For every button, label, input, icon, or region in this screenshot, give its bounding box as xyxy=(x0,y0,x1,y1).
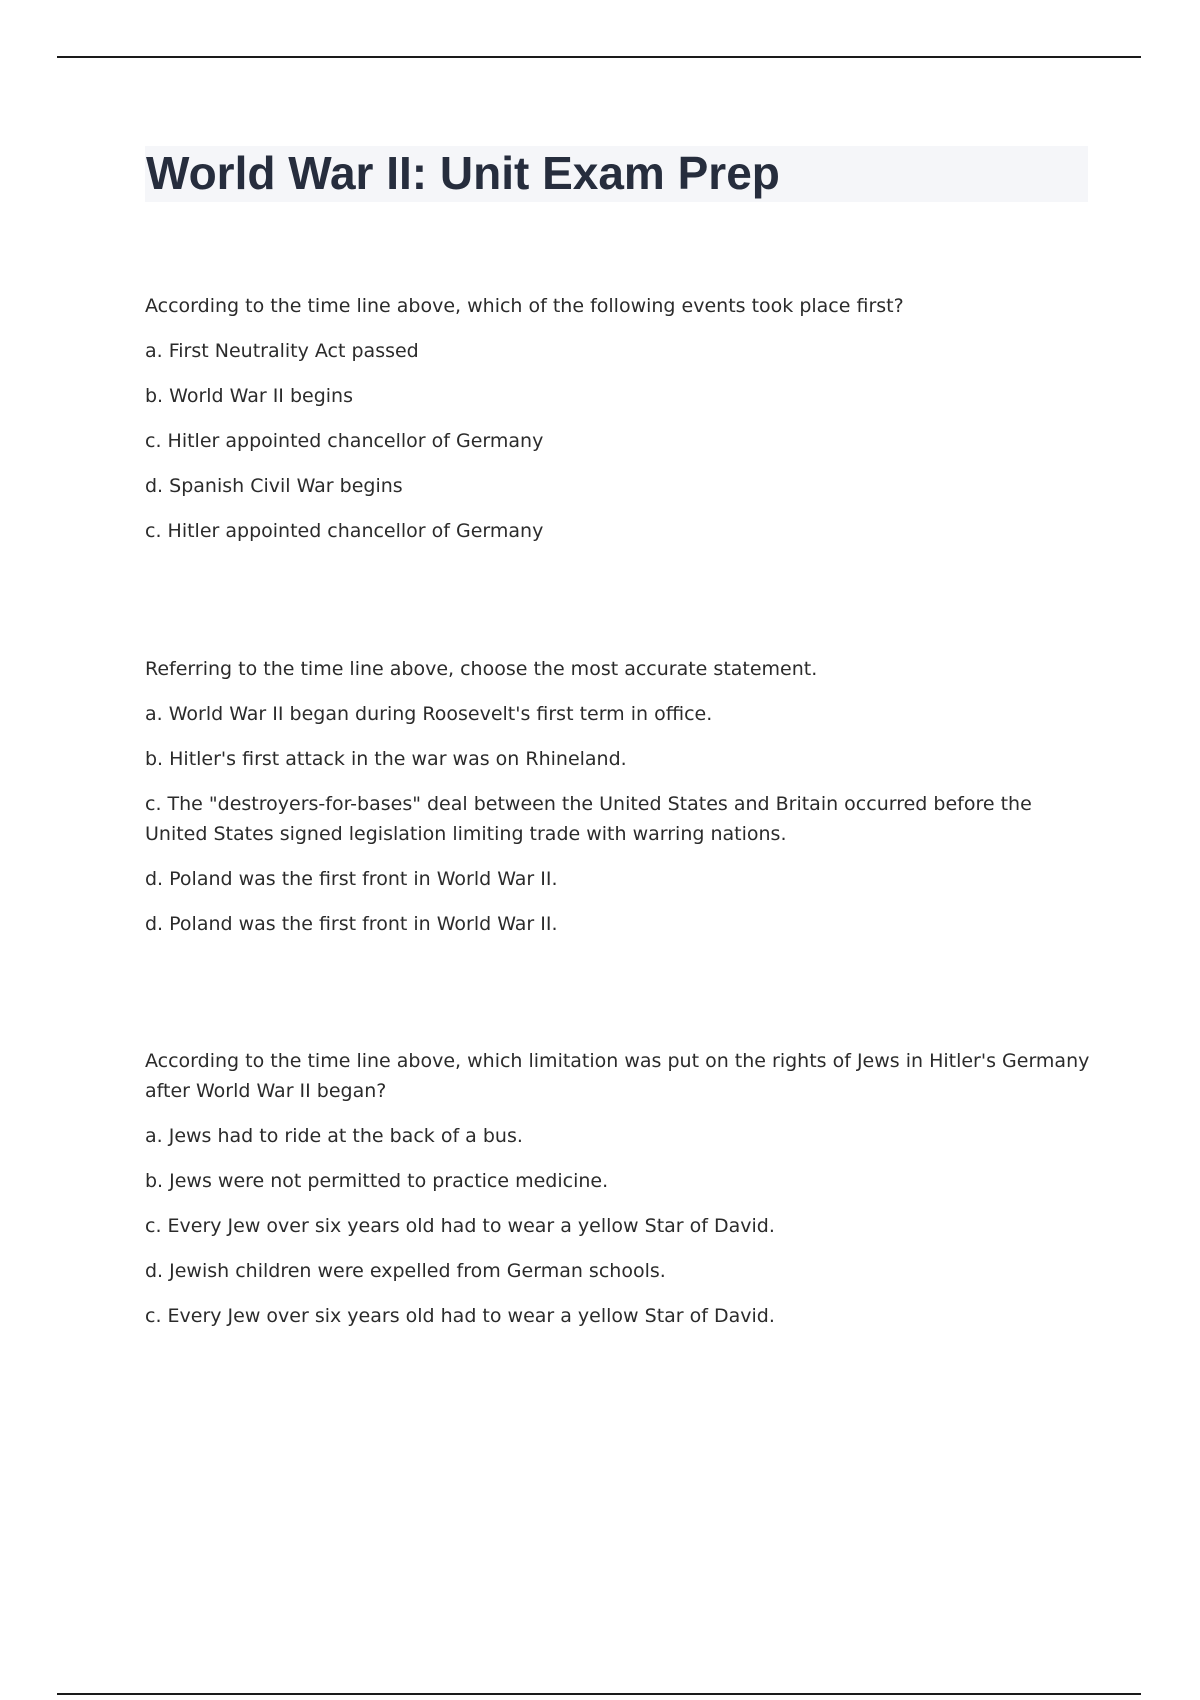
top-divider xyxy=(57,56,1141,58)
correct-answer: d. Poland was the first front in World War II. xyxy=(145,913,558,935)
question-stem: Referring to the time line above, choose the most accurate statement. xyxy=(145,658,818,680)
correct-answer: c. Hitler appointed chancellor of Germany xyxy=(145,520,544,542)
answer-option-c: c. Hitler appointed chancellor of Germany xyxy=(145,430,544,452)
answer-option-d: d. Spanish Civil War begins xyxy=(145,475,403,497)
answer-option-a: a. First Neutrality Act passed xyxy=(145,340,419,362)
answer-option-d: d. Poland was the first front in World War II. xyxy=(145,868,558,890)
question-stem: According to the time line above, which of the following events took place first? xyxy=(145,295,904,317)
question-1 xyxy=(145,291,1095,561)
bottom-divider xyxy=(57,1693,1141,1695)
answer-option-d: d. Jewish children were expelled from German schools. xyxy=(145,1260,666,1282)
question-3 xyxy=(145,1046,1095,1346)
question-stem: According to the time line above, which limitation was put on the rights of Jews in Hitler's Germany after World War II began? xyxy=(145,1050,1090,1102)
answer-option-c: c. Every Jew over six years old had to wear a yellow Star of David. xyxy=(145,1215,775,1237)
page-title: World War II: Unit Exam Prep xyxy=(146,147,780,199)
answer-option-b: b. World War II begins xyxy=(145,385,353,407)
question-2 xyxy=(145,654,1095,954)
answer-option-b: b. Jews were not permitted to practice medicine. xyxy=(145,1170,609,1192)
answer-option-c: c. The "destroyers-for-bases" deal between the United States and Britain occurred before the United States signed legislation limiting trade with warring nations. xyxy=(145,793,1032,845)
answer-option-b: b. Hitler's first attack in the war was on Rhineland. xyxy=(145,748,627,770)
answer-option-a: a. Jews had to ride at the back of a bus. xyxy=(145,1125,523,1147)
correct-answer: c. Every Jew over six years old had to wear a yellow Star of David. xyxy=(145,1305,775,1327)
answer-option-a: a. World War II began during Roosevelt's first term in office. xyxy=(145,703,713,725)
